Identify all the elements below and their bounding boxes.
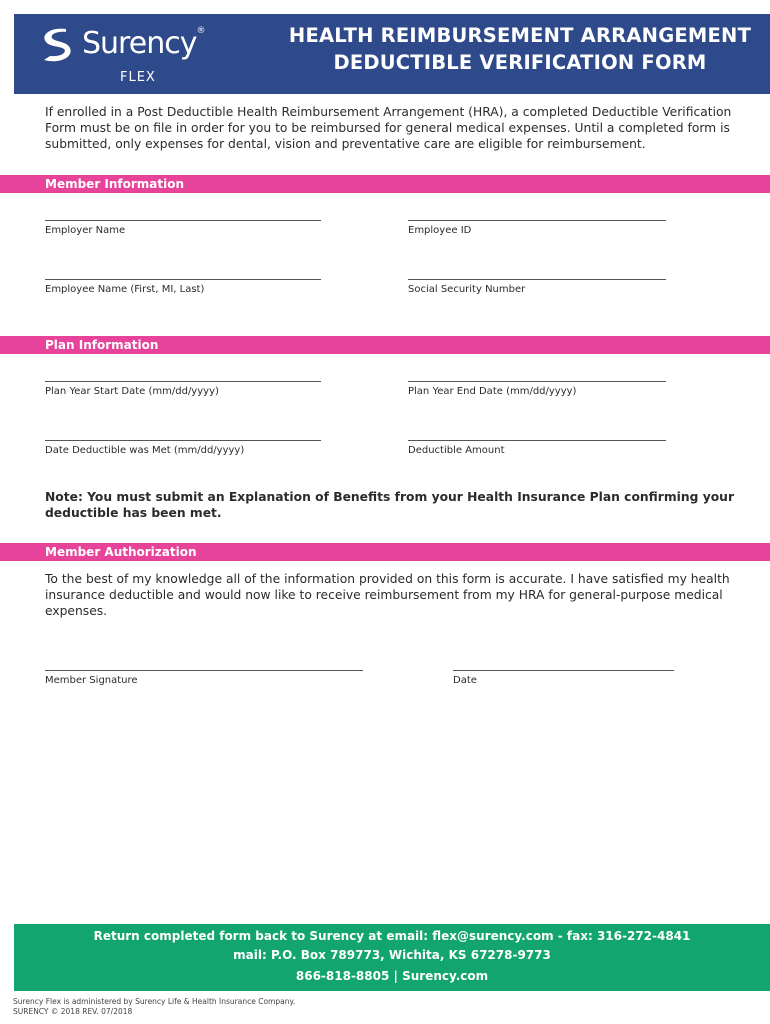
header-banner [14,14,770,94]
signature-date-field[interactable] [453,670,674,686]
surency-swoosh-icon [36,26,80,66]
plan-start-date-line[interactable] [45,381,321,382]
employee-id-label: Employee ID [408,225,472,236]
employee-name-label: Employee Name (First, MI, Last) [45,284,205,295]
employee-name-line[interactable] [45,279,321,280]
employee-name-field[interactable] [45,279,321,295]
form-title-line1: HEALTH REIMBURSEMENT ARRANGEMENT [288,24,752,47]
fine-print-copyright: SURENCY © 2018 REV. 07/2018 [13,1007,133,1016]
form-title [276,22,764,76]
logo-subtext: FLEX [120,70,156,85]
surency-flex-logo [36,22,236,92]
employer-name-field[interactable] [45,220,321,236]
ssn-line[interactable] [408,279,666,280]
signature-date-line[interactable] [453,670,674,671]
deductible-amount-field[interactable] [408,440,666,456]
member-signature-label: Member Signature [45,675,138,686]
logo-wordmark: Surency® [82,26,205,61]
employee-id-line[interactable] [408,220,666,221]
plan-end-date-line[interactable] [408,381,666,382]
ssn-field[interactable] [408,279,666,295]
signature-date-label: Date [453,675,477,686]
deductible-amount-line[interactable] [408,440,666,441]
footer-phone-website: 866-818-8805 | Surency.com [295,969,489,983]
footer-mail-address: mail: P.O. Box 789773, Wichita, KS 67278-9773 [233,948,551,962]
employer-name-label: Employer Name [45,225,126,236]
section-plan-information: Plan Information [0,336,770,354]
plan-start-date-field[interactable] [45,381,321,397]
eob-note: Note: You must submit an Explanation of Benefits from your Health Insurance Plan confirming your deductible has been met. [45,490,735,520]
deductible-met-date-line[interactable] [45,440,321,441]
authorization-statement: To the best of my knowledge all of the information provided on this form is accurate. I have satisfied my health insurance deductible and would now like to receive reimbursement from my HRA for general-purpose medical expenses. [45,572,730,618]
intro-paragraph: If enrolled in a Post Deductible Health Reimbursement Arrangement (HRA), a completed Deductible Verification Form must be on file in order for you to be reimbursed for general medical expenses. Until a completed form is submitted, only expenses for dental, vision and preventative care are eligible for reimbursement. [45,105,732,151]
deductible-amount-label: Deductible Amount [408,445,505,456]
section-member-authorization: Member Authorization [0,543,770,561]
deductible-met-date-field[interactable] [45,440,321,456]
plan-end-date-label: Plan Year End Date (mm/dd/yyyy) [408,386,577,397]
plan-end-date-field[interactable] [408,381,666,397]
member-signature-line[interactable] [45,670,363,671]
employee-id-field[interactable] [408,220,666,236]
employer-name-line[interactable] [45,220,321,221]
ssn-label: Social Security Number [408,284,526,295]
footer-contact-banner [14,924,770,991]
footer-email-fax: Return completed form back to Surency at email: flex@surency.com - fax: 316-272-4841 [93,929,691,943]
fine-print-administrator: Surency Flex is administered by Surency Life & Health Insurance Company. [13,997,296,1006]
member-signature-field[interactable] [45,670,363,686]
form-title-line2: DEDUCTIBLE VERIFICATION FORM [333,51,707,74]
deductible-met-date-label: Date Deductible was Met (mm/dd/yyyy) [45,445,245,456]
section-member-information: Member Information [0,175,770,193]
plan-start-date-label: Plan Year Start Date (mm/dd/yyyy) [45,386,219,397]
